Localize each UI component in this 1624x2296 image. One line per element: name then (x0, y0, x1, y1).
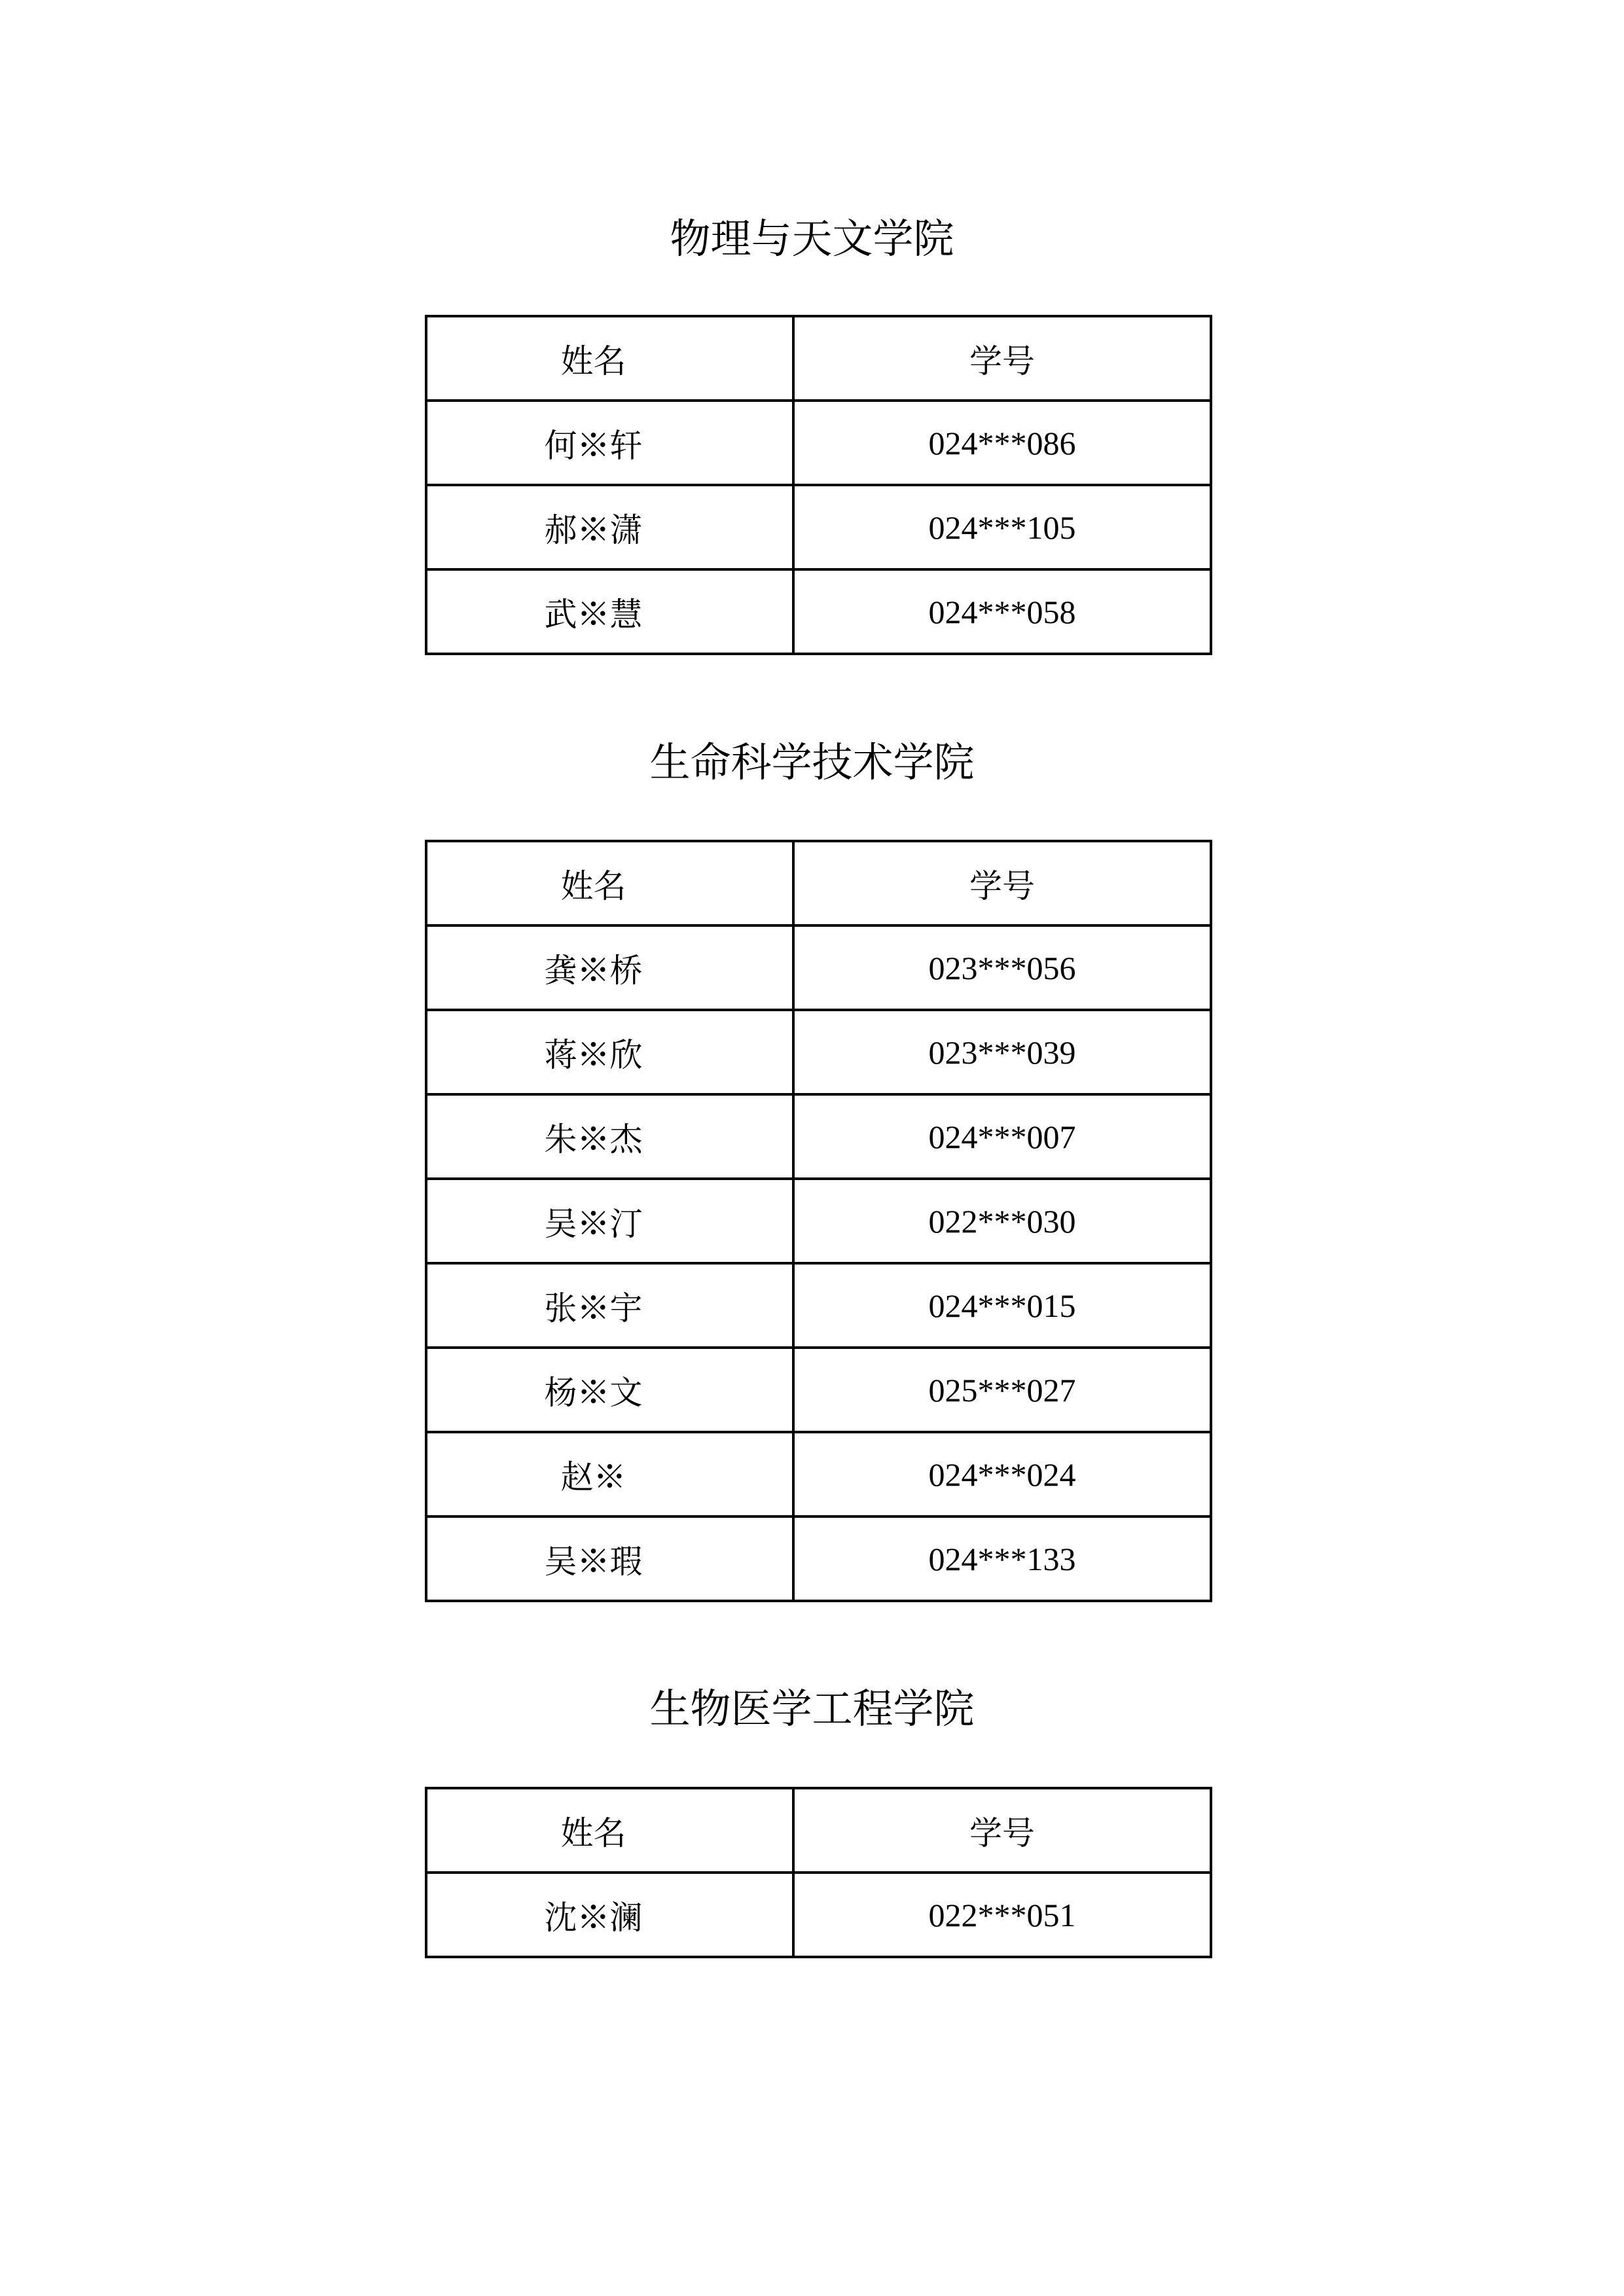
table-row (426, 1010, 1211, 1094)
table-row (426, 1873, 1211, 1957)
header-cell-id: 学号 (793, 1788, 1211, 1873)
cell-name: 张※宇 (426, 1263, 793, 1348)
cell-id: 022***030 (793, 1179, 1211, 1263)
cell-name: 何※轩 (426, 401, 793, 485)
header-cell-name: 姓名 (426, 1788, 793, 1873)
header-row (426, 316, 1211, 401)
table-row (426, 1094, 1211, 1179)
table-row (426, 401, 1211, 485)
cell-id: 024***058 (793, 569, 1211, 654)
roster-table-physics-astronomy (425, 315, 1212, 655)
header-cell-id: 学号 (793, 316, 1211, 401)
table-row (426, 1179, 1211, 1263)
cell-id: 024***024 (793, 1432, 1211, 1516)
cell-id: 023***056 (793, 925, 1211, 1010)
table-row (426, 925, 1211, 1010)
header-cell-name: 姓名 (426, 316, 793, 401)
section-title-physics-astronomy: 物理与天文学院 (670, 217, 954, 262)
cell-name: 吴※瑕 (426, 1516, 793, 1601)
cell-name: 朱※杰 (426, 1094, 793, 1179)
cell-id: 024***105 (793, 485, 1211, 569)
cell-id: 022***051 (793, 1873, 1211, 1957)
roster-table-life-science (425, 840, 1212, 1602)
header-row (426, 1788, 1211, 1873)
section-title-life-science: 生命科学技术学院 (649, 741, 975, 785)
cell-name: 武※慧 (426, 569, 793, 654)
table-row (426, 1432, 1211, 1516)
header-row (426, 841, 1211, 925)
cell-id: 024***007 (793, 1094, 1211, 1179)
table-row (426, 1348, 1211, 1432)
cell-name: 郝※潇 (426, 485, 793, 569)
cell-id: 025***027 (793, 1348, 1211, 1432)
cell-name: 杨※文 (426, 1348, 793, 1432)
cell-id: 024***015 (793, 1263, 1211, 1348)
table-row (426, 1263, 1211, 1348)
cell-id: 024***086 (793, 401, 1211, 485)
roster-table-biomedical-engineering (425, 1787, 1212, 1958)
table-row (426, 569, 1211, 654)
header-cell-name: 姓名 (426, 841, 793, 925)
cell-name: 吴※汀 (426, 1179, 793, 1263)
cell-id: 023***039 (793, 1010, 1211, 1094)
cell-id: 024***133 (793, 1516, 1211, 1601)
cell-name: 龚※桥 (426, 925, 793, 1010)
table-row (426, 1516, 1211, 1601)
cell-name: 蒋※欣 (426, 1010, 793, 1094)
cell-name: 赵※ (426, 1432, 793, 1516)
section-title-biomedical-engineering: 生物医学工程学院 (649, 1687, 975, 1732)
header-cell-id: 学号 (793, 841, 1211, 925)
cell-name: 沈※澜 (426, 1873, 793, 1957)
table-row (426, 485, 1211, 569)
